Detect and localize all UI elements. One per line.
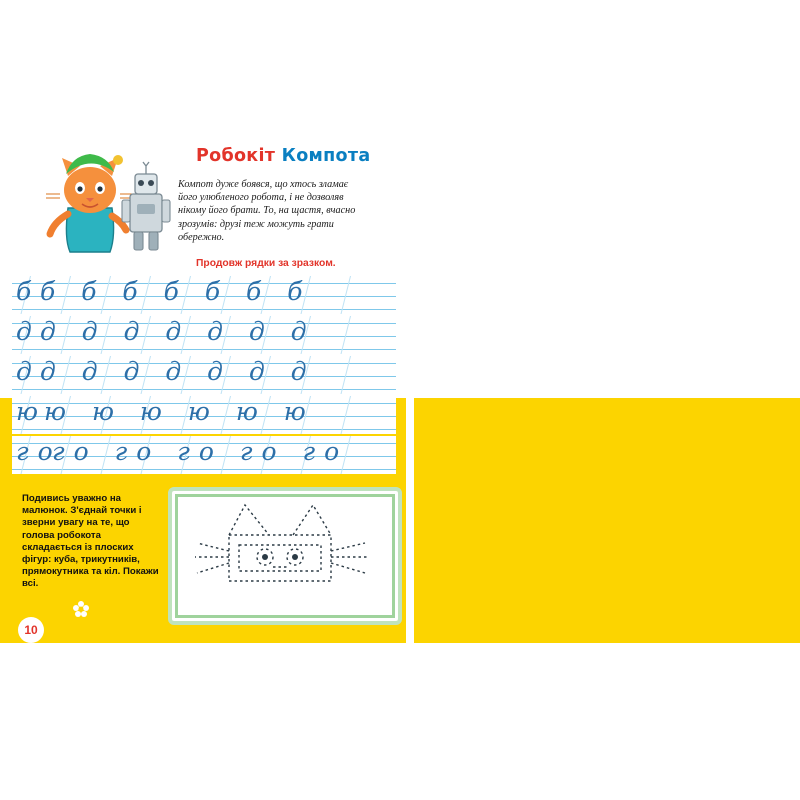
writing-row[interactable] [12,356,396,394]
row-repeat-glyphs: б б б б б б б [40,277,312,306]
right-page [400,0,800,800]
left-activity-instruction: Подивись уважно на малюнок. З'єднай точки і зверни увагу на те, що голова робокота складається із плоских фігур: куба, трикутників, прямокутника та кіл. Покажи всі. [22,493,159,590]
left-page-number: 10 [18,617,44,643]
writing-row[interactable] [12,276,396,314]
illustration-compote-cat-with-robot [34,150,174,265]
left-activity-picture-frame [168,487,402,625]
row-sample-glyph: б [16,277,41,306]
row-sample-glyph: д [16,357,41,386]
rule-line-bottom [12,309,396,310]
row-repeat-glyphs: го го го го го [52,437,349,466]
left-page-title [196,146,370,166]
left-intro-text: Компот дуже боявся, що хтось зламає його улюбленого робота, і не дозволяв нікому його брати. То, на щастя, вчасно зрозумів: друзі теж можуть грати обережно. [178,179,356,243]
writing-row[interactable] [12,436,396,474]
writing-row[interactable] [12,396,396,434]
row-repeat-glyphs: ю ю ю ю ю ю [44,397,315,426]
dotted-robot-cat-picture[interactable] [173,493,389,613]
row-sample-glyph: ю [16,397,48,426]
left-writing-rows [12,276,396,476]
row-sample-glyph: д [16,317,41,346]
row-sample-glyph: го [16,437,62,466]
left-instruction: Продовж рядки за зразком. [196,258,336,269]
left-title-part1: Робокіт [196,146,276,166]
writing-row[interactable] [12,316,396,354]
left-title-part2: Компота [281,146,371,166]
row-repeat-glyphs: д д д д д д д [40,357,316,386]
row-repeat-glyphs: д д д д д д д [40,317,316,346]
flower-decoration-icon [72,600,90,618]
